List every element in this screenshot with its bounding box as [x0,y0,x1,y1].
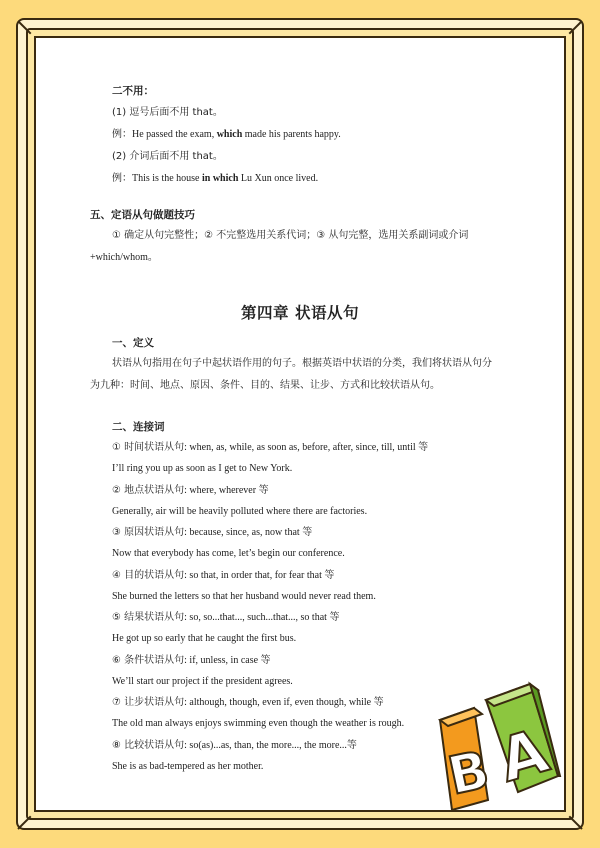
conjunction-suffix: 等 [302,527,313,538]
conjunction-example: Generally, air will be heavily polluted where there are factories. [112,505,368,517]
conjunction-suffix: 等 [418,442,429,453]
definition-line-2: 为九种：时间、地点、原因、条件、目的、结果、让步、方式和比较状语从句。 [90,380,440,391]
conjunction-number: ③ [112,527,121,538]
conjunction-example: Now that everybody has come, let’s begin our conference. [112,548,345,559]
conjunction-suffix: 等 [324,569,335,581]
conjunction-words: : where, wherever [184,484,259,496]
conjunction-suffix: 等 [260,654,271,666]
rule-2-text: 介词后面不用 that。 [129,151,223,162]
conjunction-label: 让步状语从句 [124,697,185,708]
example-1-before: He passed the exam, [132,129,217,140]
letter-block-b [440,708,494,810]
conjunction-item [112,739,357,753]
conjunction-words: : so that, in order that, for fear that [184,569,325,581]
conjunction-example: She is as bad-tempered as her mother. [112,760,264,772]
rule-2-number: (2) [112,151,127,162]
conjunction-number: ⑥ [112,654,121,666]
tips-heading: 五、定语从句做题技巧 [90,209,195,221]
conjunction-label: 时间状语从句 [124,442,185,453]
conjunction-words: : so(as)...as, than, the more..., the more... [184,739,347,751]
letter-b: B [443,740,495,808]
conjunction-item [112,484,269,498]
example-2-after: Lu Xun once lived. [238,173,319,184]
conjunction-label: 原因状语从句 [124,527,185,538]
conjunction-suffix: 等 [329,612,340,623]
conjunction-number: ⑦ [112,697,121,708]
conjunction-number: ④ [112,569,121,581]
rule-2 [112,150,223,164]
example-2-before: This is the house [132,173,202,184]
example-2-bold: in which [202,173,239,184]
conjunction-item [112,526,312,540]
conjunction-words: : although, though, even if, even though, while [184,697,374,708]
conjunction-number: ⑤ [112,612,121,623]
conjunction-words: : so, so...that..., such...that..., so that [184,612,330,623]
conjunction-example: He got up so early that he caught the first bus. [112,633,297,644]
conjunction-item [112,569,334,583]
conjunction-item [112,696,384,710]
conjunction-label: 条件状语从句 [124,654,185,666]
example-1-after: made his parents happy. [242,129,341,140]
conjunction-label: 比较状语从句 [124,739,185,751]
conjunction-suffix: 等 [346,739,357,751]
conjunction-words: : when, as, while, as soon as, before, after, since, till, until [184,442,419,453]
conjunction-example: The old man always enjoys swimming even though the weather is rough. [112,718,405,729]
rule-1-number: (1) [112,107,127,118]
conjunction-example: She burned the letters so that her husband would never read them. [112,590,376,602]
definition-line-1: 状语从句指用在句子中起状语作用的句子。根据英语中状语的分类，我们将状语从句分 [112,358,492,369]
example-1 [112,128,341,142]
conjunction-label: 目的状语从句 [124,569,185,581]
conjunction-example: I’ll ring you up as soon as I get to New York. [112,463,293,474]
conjunction-item [112,611,339,625]
example-2-label: 例： [112,173,132,184]
letter-block-a [486,684,560,796]
conjunction-words: : if, unless, in case [184,654,261,666]
conjunction-label: 地点状语从句 [124,484,185,496]
conjunction-words: : because, since, as, now that [184,527,303,538]
conjunction-item [112,654,271,668]
tips-line-1: ① 确定从句完整性；② 不完整选用关系代词；③ 从句完整，选用关系副词或介词 [112,230,469,241]
no-that-heading: 二不用： [112,85,154,97]
conjunction-number: ② [112,484,121,496]
example-1-label: 例： [112,129,132,140]
letter-blocks-illustration [422,680,562,810]
conjunction-item [112,441,428,455]
letter-a: A [491,716,556,797]
chapter-title: 第四章 状语从句 [241,304,359,322]
rule-1 [112,106,223,120]
conjunction-suffix: 等 [258,484,269,496]
example-2 [112,172,318,186]
conjunction-number: ① [112,442,121,453]
rule-1-text: 逗号后面不用 that。 [129,107,223,118]
example-1-bold: which [216,129,243,140]
conjunction-example: We’ll start our project if the president agrees. [112,675,293,687]
conjunction-number: ⑧ [112,739,121,751]
definition-heading: 一、定义 [112,337,154,349]
tips-line-2: +which/whom。 [90,252,158,263]
conjunction-suffix: 等 [373,697,384,708]
conjunctions-heading: 二、连接词 [112,421,165,433]
conjunction-label: 结果状语从句 [124,612,185,623]
document-page [34,36,566,812]
